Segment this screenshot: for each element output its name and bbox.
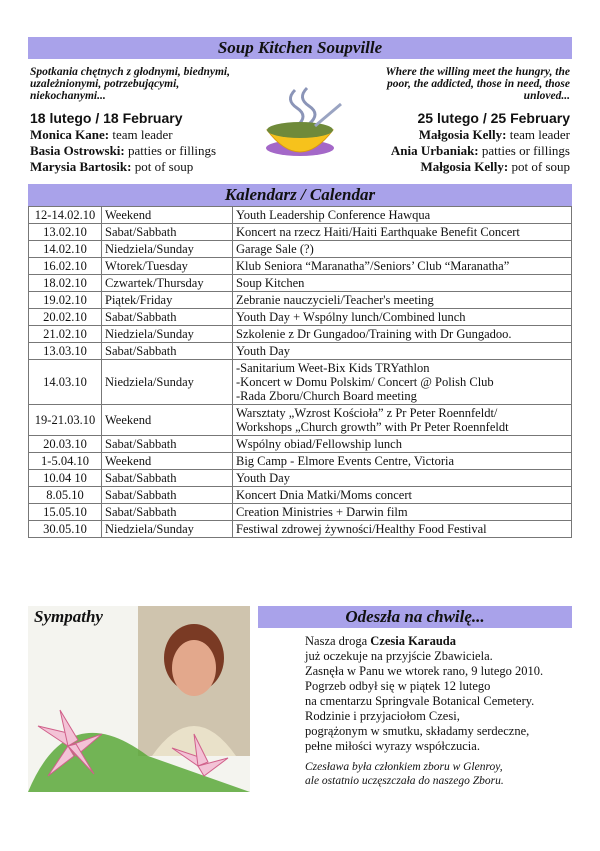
calendar-table: [28, 206, 572, 538]
calendar-day: Sabat/Sabbath: [102, 436, 233, 453]
obituary-line: Zasnęła w Panu we wtorek rano, 9 lutego 2010.: [305, 664, 544, 678]
calendar-event: Youth Day: [233, 343, 572, 360]
calendar-date: 19.02.10: [29, 292, 102, 309]
calendar-event: Koncert Dnia Matki/Moms concert: [233, 487, 572, 504]
roster-entry: Małgosia Kelly: pot of soup: [420, 159, 570, 174]
roster-entry: Ania Urbaniak: patties or fillings: [390, 143, 570, 158]
calendar-date: 20.03.10: [29, 436, 102, 453]
obituary-line: już oczekuje na przyjście Zbawiciela.: [305, 649, 493, 663]
calendar-date: 12-14.02.10: [29, 207, 102, 224]
calendar-event: Creation Ministries + Darwin film: [233, 504, 572, 521]
sympathy-label: Sympathy: [34, 607, 103, 626]
roster-left: [30, 127, 216, 175]
calendar-event: Youth Day: [233, 470, 572, 487]
calendar-row: [29, 224, 572, 241]
calendar-day: Wtorek/Tuesday: [102, 258, 233, 275]
tagline-english: Where the willing meet the hungry, the poor, the addicted, those in need, those unloved...: [385, 66, 570, 102]
calendar-day: Niedziela/Sunday: [102, 360, 233, 405]
calendar-event: Garage Sale (?): [233, 241, 572, 258]
calendar-row: [29, 436, 572, 453]
obituary-line: pełne miłości wyrazy współczucia.: [305, 739, 480, 753]
calendar-date: 20.02.10: [29, 309, 102, 326]
deceased-name: Czesia Karauda: [370, 634, 457, 648]
calendar-day: Sabat/Sabbath: [102, 343, 233, 360]
obituary-banner: Odeszła na chwilę...: [258, 606, 572, 628]
calendar-row: [29, 241, 572, 258]
roster-entry: Małgosia Kelly: team leader: [418, 127, 570, 142]
calendar-row: [29, 275, 572, 292]
calendar-row: [29, 487, 572, 504]
calendar-date: 1-5.04.10: [29, 453, 102, 470]
calendar-date: 13.03.10: [29, 343, 102, 360]
calendar-event: Szkolenie z Dr Gungadoo/Training with Dr Gungadoo.: [233, 326, 572, 343]
calendar-date: 19-21.03.10: [29, 405, 102, 436]
calendar-event: Koncert na rzecz Haiti/Haiti Earthquake Benefit Concert: [233, 224, 572, 241]
obituary-line: na cmentarzu Springvale Botanical Cemetery.: [305, 694, 535, 708]
roster-entry: Basia Ostrowski: patties or fillings: [30, 143, 217, 158]
calendar-date: 21.02.10: [29, 326, 102, 343]
calendar-day: Weekend: [102, 207, 233, 224]
calendar-event: Festiwal zdrowej żywności/Healthy Food Festival: [233, 521, 572, 538]
memorial-photo-panel: [28, 606, 250, 792]
calendar-row: [29, 343, 572, 360]
calendar-row: [29, 470, 572, 487]
obituary-line: Pogrzeb odbył się w piątek 12 lutego: [305, 679, 491, 693]
calendar-day: Sabat/Sabbath: [102, 224, 233, 241]
calendar-day: Weekend: [102, 453, 233, 470]
calendar-day: Niedziela/Sunday: [102, 521, 233, 538]
calendar-date: 14.03.10: [29, 360, 102, 405]
calendar-day: Niedziela/Sunday: [102, 241, 233, 258]
calendar-row: [29, 521, 572, 538]
calendar-event: Soup Kitchen: [233, 275, 572, 292]
calendar-event: Youth Leadership Conference Hawqua: [233, 207, 572, 224]
calendar-date: 18.02.10: [29, 275, 102, 292]
calendar-event: Klub Seniora “Maranatha”/Seniors’ Club “Maranatha”: [233, 258, 572, 275]
date-left: 18 lutego / 18 February: [30, 110, 183, 126]
obituary-text: [305, 634, 575, 788]
lily-flowers-icon: [28, 606, 250, 792]
calendar-row: [29, 326, 572, 343]
calendar-row: [29, 504, 572, 521]
calendar-event: -Sanitarium Weet-Bix Kids TRYathlon -Koncert w Domu Polskim/ Concert @ Polish Club -Rada Zboru/Church Board meeting: [233, 360, 572, 405]
calendar-day: Sabat/Sabbath: [102, 487, 233, 504]
calendar-event: Youth Day + Wspólny lunch/Combined lunch: [233, 309, 572, 326]
calendar-day: Sabat/Sabbath: [102, 504, 233, 521]
roster-right: [391, 127, 570, 175]
calendar-date: 8.05.10: [29, 487, 102, 504]
calendar-date: 13.02.10: [29, 224, 102, 241]
calendar-event: Wspólny obiad/Fellowship lunch: [233, 436, 572, 453]
calendar-day: Sabat/Sabbath: [102, 309, 233, 326]
calendar-date: 15.05.10: [29, 504, 102, 521]
calendar-event: Zebranie nauczycieli/Teacher's meeting: [233, 292, 572, 309]
calendar-date: 10.04 10: [29, 470, 102, 487]
tagline-polish: Spotkania chętnych z głodnymi, biednymi, uzależnionymi, potrzebującymi, niekochanymi...: [30, 66, 230, 102]
calendar-day: Sabat/Sabbath: [102, 470, 233, 487]
obituary-line: pogrążonym w smutku, składamy serdeczne,: [305, 724, 530, 738]
calendar-day: Czwartek/Thursday: [102, 275, 233, 292]
calendar-banner: Kalendarz / Calendar: [28, 184, 572, 206]
calendar-event: Warsztaty „Wzrost Kościoła” z Pr Peter Roennfeldt/ Workshops „Church growth” with Pr Peter Roennfeldt: [233, 405, 572, 436]
calendar-row: [29, 292, 572, 309]
calendar-day: Niedziela/Sunday: [102, 326, 233, 343]
roster-entry: Marysia Bartosik: pot of soup: [30, 159, 194, 174]
calendar-row: [29, 309, 572, 326]
calendar-row: [29, 360, 572, 405]
calendar-day: Piątek/Friday: [102, 292, 233, 309]
calendar-date: 30.05.10: [29, 521, 102, 538]
calendar-date: 14.02.10: [29, 241, 102, 258]
calendar-row: [29, 453, 572, 470]
date-right: 25 lutego / 25 February: [417, 110, 570, 126]
obituary-line: Nasza droga Czesia Karauda: [305, 634, 457, 648]
calendar-date: 16.02.10: [29, 258, 102, 275]
calendar-row: [29, 258, 572, 275]
roster-entry: Monica Kane: team leader: [30, 127, 173, 142]
calendar-row: [29, 405, 572, 436]
calendar-event: Big Camp - Elmore Events Centre, Victoria: [233, 453, 572, 470]
soup-kitchen-banner: Soup Kitchen Soupville: [28, 37, 572, 59]
obituary-note: Czesława była członkiem zboru w Glenroy, ale ostatnio uczęszczała do naszego Zboru.: [305, 761, 504, 787]
soup-bowl-icon: [255, 82, 345, 172]
obituary-line: Rodzinie i przyjaciołom Czesi,: [305, 709, 460, 723]
calendar-day: Weekend: [102, 405, 233, 436]
calendar-row: [29, 207, 572, 224]
